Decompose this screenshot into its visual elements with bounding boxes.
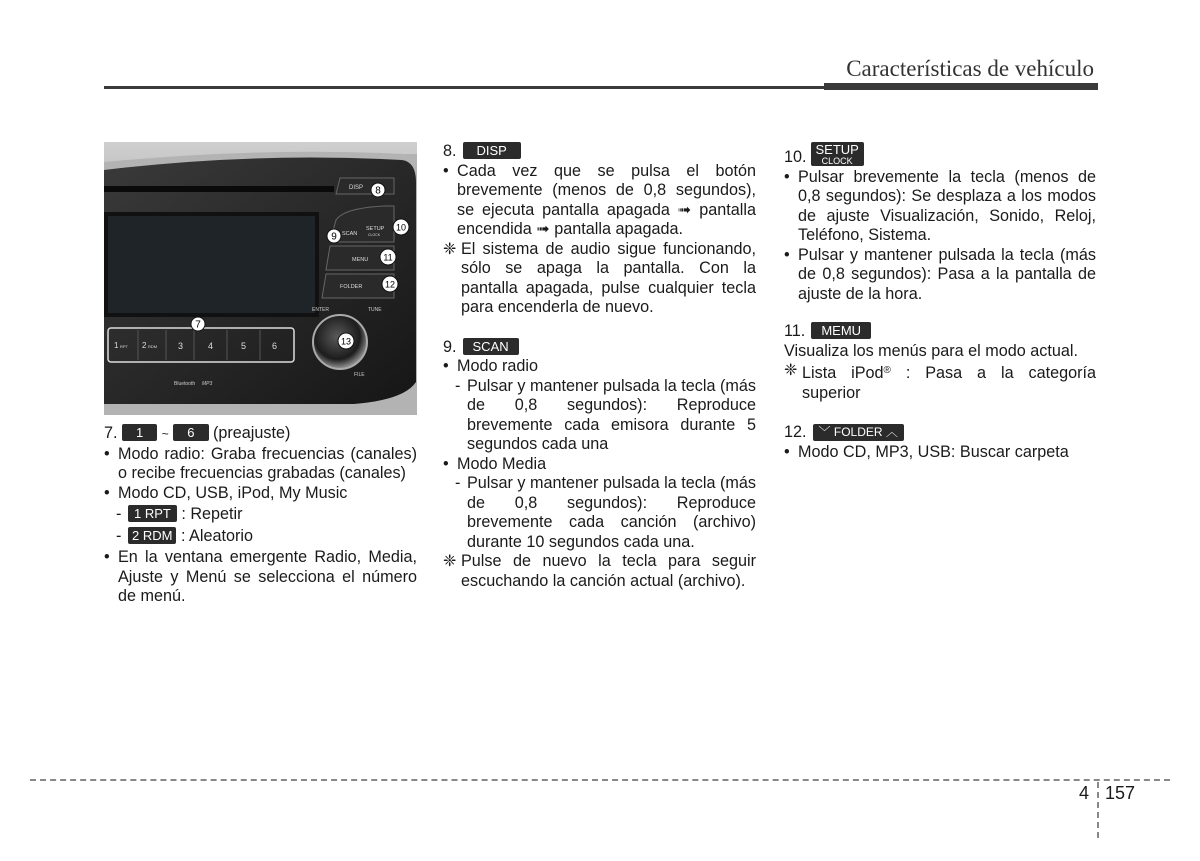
- svg-text:11: 11: [383, 252, 393, 263]
- scan-key: SCAN: [463, 338, 519, 355]
- chevron-down-icon: ﹀: [818, 425, 831, 439]
- svg-text:12: 12: [384, 279, 396, 290]
- sub-item-repeat: - 1 RPT : Repetir: [116, 505, 243, 523]
- list-item: • Modo Media: [443, 454, 547, 473]
- item-11-heading: [784, 322, 1096, 342]
- svg-text:7: 7: [195, 319, 201, 331]
- clock-button-label: CLOCK: [368, 233, 381, 237]
- preset-6-key: 6: [173, 424, 208, 441]
- list-item: • En la ventana emergente Radio, Media, Ajuste y Menú se selecciona el número de menú.: [104, 548, 417, 605]
- item-12-heading: [784, 423, 1096, 443]
- preset-1-key: 1: [122, 424, 157, 441]
- list-item: • Modo radio: [443, 357, 538, 375]
- preset-2-sub: RDM: [148, 344, 158, 349]
- column-1: [104, 424, 417, 607]
- list-item: • Modo CD, MP3, USB: Buscar carpeta: [784, 442, 1069, 461]
- callout-10: [393, 219, 409, 235]
- setup-button-label: SETUP: [366, 226, 385, 232]
- item-7-heading: [104, 424, 417, 445]
- preset-3-label: 3: [178, 341, 184, 351]
- svg-text:10: 10: [395, 222, 407, 233]
- item-10-heading: [784, 142, 1096, 168]
- folder-key: ﹀ FOLDER ︿: [813, 424, 904, 441]
- header-rule-accent: [824, 83, 1098, 90]
- preset-5-label: 5: [241, 341, 247, 351]
- folder-button-label: FOLDER: [340, 284, 363, 290]
- list-item: • Modo CD, USB, iPod, My Music: [104, 483, 348, 502]
- list-item: • Pulsar brevemente la tecla (menos de 0,8 segundos): Se desplaza a los modos de ajuste Visualización, Sonido, Reloj, Teléfono, Sistema.: [784, 167, 1096, 244]
- preset-6-label: 6: [272, 341, 278, 351]
- tune-label: TUNE: [368, 307, 382, 313]
- callout-13: [338, 333, 354, 349]
- preset-1-label: 1: [114, 341, 119, 350]
- preset-4-label: 4: [208, 341, 214, 351]
- item-9-heading: [443, 338, 756, 358]
- setup-clock-key: SETUP CLOCK: [811, 142, 864, 166]
- sub-item: - Pulsar y mantener pulsada la tecla (más de 0,8 segundos): Reproduce brevemente cada emisora durante 5 segundos cada una: [455, 376, 756, 453]
- sub-item-random: - 2 RDM : Aleatorio: [116, 526, 253, 545]
- callout-11: [380, 249, 396, 265]
- rdm-key: 2 RDM: [128, 527, 176, 544]
- column-3: [784, 142, 1096, 462]
- svg-text:13: 13: [340, 336, 352, 347]
- rpt-key: 1 RPT: [128, 505, 177, 522]
- chevron-up-icon: ︿: [885, 425, 898, 439]
- item-10-number: 10.: [784, 148, 807, 166]
- page-header-title: Características de vehículo: [846, 56, 1094, 81]
- note-item: ❈ Lista iPod® : Pasa a la categoría superior: [784, 361, 1096, 402]
- callout-8: [371, 183, 385, 197]
- callout-9: [327, 229, 341, 243]
- memu-key: MEMU: [811, 322, 871, 339]
- page-number: 157: [1105, 783, 1136, 803]
- file-label: FILE: [354, 372, 365, 378]
- footer-rule: [30, 779, 1170, 781]
- sub-item: - Pulsar y mantener pulsada la tecla (más de 0,8 segundos): Reproduce brevemente cada canción (archivo) durante 10 segundos cada una.: [455, 474, 756, 551]
- svg-text:8: 8: [375, 185, 381, 197]
- list-item: • Cada vez que se pulsa el botón brevemente (menos de 0,8 segundos), se ejecuta pantalla apagada ➟ pantalla encendida ➟ pantalla apagada.: [443, 161, 756, 238]
- footer-divider: [1097, 782, 1099, 838]
- column-2: [443, 142, 756, 591]
- item-11-number: 11.: [784, 322, 806, 340]
- item-8-number: 8.: [443, 142, 457, 160]
- callout-7: [191, 317, 205, 331]
- list-item: • Modo radio: Graba frecuencias (canales) o recibe frecuencias grabadas (canales): [104, 444, 417, 482]
- disp-button-label: DISP: [349, 185, 364, 191]
- item-8-heading: [443, 142, 756, 162]
- item-12-number: 12.: [784, 423, 807, 441]
- note-item: ❈ Pulse de nuevo la tecla para seguir escuchando la canción actual (archivo).: [443, 552, 756, 590]
- scan-button-label: SCAN: [342, 231, 358, 237]
- mp3-label: MP3: [202, 381, 213, 387]
- item-7-suffix: (preajuste): [213, 424, 291, 442]
- svg-text:9: 9: [331, 231, 337, 243]
- preset-2-label: 2: [142, 341, 147, 350]
- item-7-number: 7.: [104, 424, 118, 442]
- list-item: • Pulsar y mantener pulsada la tecla (más de 0,8 segundos): Pasa a la pantalla de ajuste de la hora.: [784, 245, 1096, 303]
- item-11-description: Visualiza los menús para el modo actual.: [784, 341, 1078, 360]
- bluetooth-label: Bluetooth: [174, 381, 196, 387]
- enter-label: ENTER: [312, 307, 329, 313]
- menu-button-label: MENU: [352, 257, 369, 263]
- preset-1-sub: RPT: [120, 344, 128, 349]
- note-item: ❈ El sistema de audio sigue funcionando, sólo se apaga la pantalla. Con la pantalla apagada, pulse cualquier tecla para encenderla de nuevo.: [443, 239, 756, 316]
- audio-unit-figure: [104, 142, 417, 415]
- range-tilde: ~: [161, 427, 169, 441]
- item-9-number: 9.: [443, 337, 457, 356]
- disp-key: DISP: [463, 142, 521, 159]
- callout-12: [382, 276, 398, 292]
- chapter-number: 4: [1079, 783, 1090, 803]
